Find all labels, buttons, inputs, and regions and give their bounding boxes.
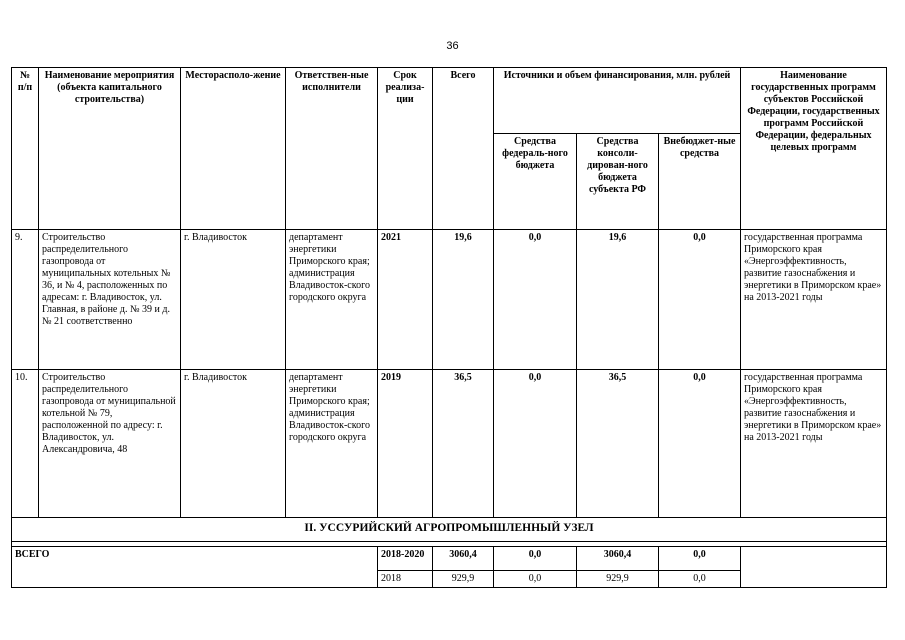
- row-name: Строительство распределительного газопровода от муниципальных котельных № 36, и № 4, расположенных по адресам: г. Владивосток, ул. Главная, в районе д. № 39 и д. № 21 соответственно: [39, 230, 181, 370]
- totals-total: 3060,4: [433, 547, 494, 571]
- totals-row: [12, 547, 887, 571]
- table-row: [12, 370, 887, 518]
- row-total: 36,5: [433, 370, 494, 518]
- header-extrabudget: Внебюджет-ные средства: [659, 134, 741, 230]
- header-executors: Ответствен-ные исполнители: [286, 68, 378, 230]
- section-title: II. УССУРИЙСКИЙ АГРОПРОМЫШЛЕННЫЙ УЗЕЛ: [12, 518, 887, 542]
- row-federal: 0,0: [494, 230, 577, 370]
- row-location: г. Владивосток: [181, 370, 286, 518]
- totals-term: 2018: [378, 571, 433, 588]
- header-federal: Средства федераль-ного бюджета: [494, 134, 577, 230]
- totals-regional: 3060,4: [577, 547, 659, 571]
- row-extrabudget: 0,0: [659, 230, 741, 370]
- section-row: [12, 518, 887, 542]
- header-term: Срок реализа-ции: [378, 68, 433, 230]
- totals-total: 929,9: [433, 571, 494, 588]
- header-regional: Средства консоли-дирован-ного бюджета субъекта РФ: [577, 134, 659, 230]
- row-program: государственная программа Приморского края «Энергоэффективность, развитие газоснабжения и энергетики в Приморском крае» на 2013-2021 годы: [741, 230, 887, 370]
- totals-regional: 929,9: [577, 571, 659, 588]
- row-name: Строительство распределительного газопровода от муниципальной котельной № 79, расположенной по адресу: г. Владивосток, ул. Александровича, 48: [39, 370, 181, 518]
- row-term: 2021: [378, 230, 433, 370]
- row-num: 9.: [12, 230, 39, 370]
- row-extrabudget: 0,0: [659, 370, 741, 518]
- header-row-top: [12, 68, 887, 134]
- page-number: 36: [446, 40, 459, 52]
- header-num: № п/п: [12, 68, 39, 230]
- header-name: Наименование мероприятия (объекта капитального строительства): [39, 68, 181, 230]
- totals-term: 2018-2020: [378, 547, 433, 571]
- totals-federal: 0,0: [494, 571, 577, 588]
- header-total: Всего: [433, 68, 494, 230]
- header-programs: Наименование государственных программ субъектов Российской Федерации, государственных программ Российской Федерации, федеральных целевых программ: [741, 68, 887, 230]
- row-term: 2019: [378, 370, 433, 518]
- row-regional: 36,5: [577, 370, 659, 518]
- totals-program: [741, 547, 887, 588]
- row-executors: департамент энергетики Приморского края; администрация Владивосток-ского городского округа: [286, 370, 378, 518]
- totals-extrabudget: 0,0: [659, 571, 741, 588]
- row-total: 19,6: [433, 230, 494, 370]
- header-sources: Источники и объем финансирования, млн. рублей: [494, 68, 741, 134]
- row-location: г. Владивосток: [181, 230, 286, 370]
- totals-federal: 0,0: [494, 547, 577, 571]
- row-regional: 19,6: [577, 230, 659, 370]
- row-federal: 0,0: [494, 370, 577, 518]
- totals-extrabudget: 0,0: [659, 547, 741, 571]
- row-executors: департамент энергетики Приморского края; администрация Владивосток-ского городского округа: [286, 230, 378, 370]
- table-row: [12, 230, 887, 370]
- financing-table: [11, 67, 887, 588]
- row-num: 10.: [12, 370, 39, 518]
- header-location: Месторасполо-жение: [181, 68, 286, 230]
- totals-label: ВСЕГО: [12, 547, 378, 588]
- row-program: государственная программа Приморского края «Энергоэффективность, развитие газоснабжения и энергетики в Приморском крае» на 2013-2021 годы: [741, 370, 887, 518]
